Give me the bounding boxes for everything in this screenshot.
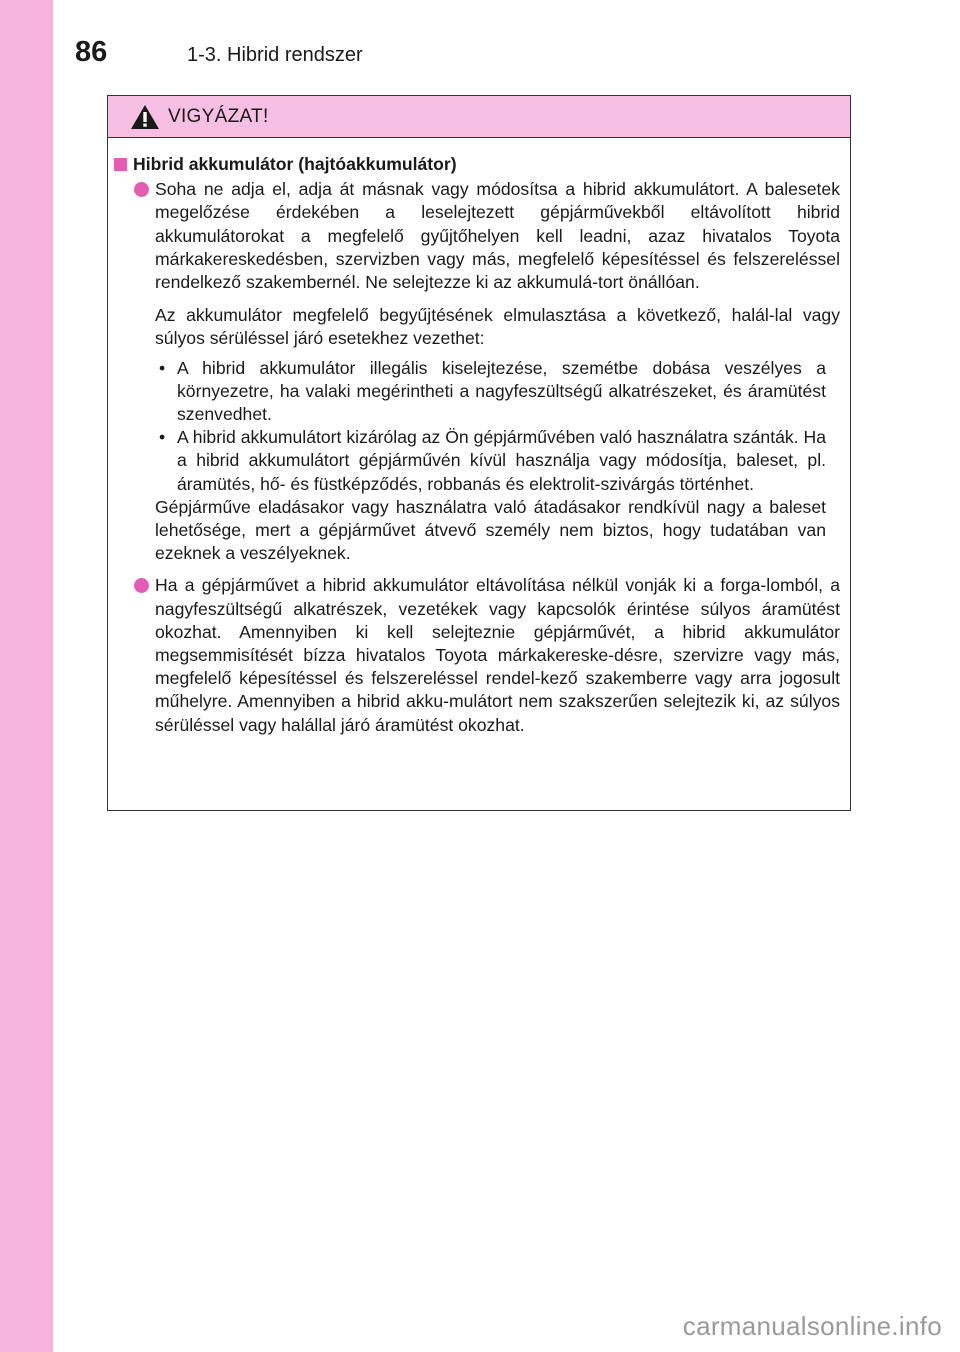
warning-triangle-icon <box>130 104 160 130</box>
dot-marker: • <box>159 357 166 378</box>
bullet-text-1: Soha ne adja el, adja át másnak vagy módosítsa a hibrid akkumulátort. A balesetek megelőzése érdekében a leselejtezett gépjárművekből eltávolított hibrid akkumulátorokat a megfelelő gyűjtőhelyen kell leadni, azaz hivatalos Toyota márkakereskedésben, szervizben vagy más, megfelelő képesítéssel és felszereléssel rendelkező szakembernél. Ne selejtezze ki az akkumulá-tort önállóan. <box>155 179 840 293</box>
bullet-item-1 <box>114 178 840 294</box>
dot-marker: • <box>159 427 166 448</box>
side-color-strip <box>0 0 53 1352</box>
bullet-text-2: Ha a gépjárművet a hibrid akkumulátor eltávolítása nélkül vonják ki a forga-lomból, a nagyfeszültségű alkatrészek, vezetékek vagy kapcsolók érintése súlyos áramütést okozhat. Amennyiben ki kell selejteznie gépjárművét, a hibrid akkumulátor megsemmisítését bízza hivatalos Toyota márkakereske-désre, szervizre vagy más, megfelelő képesítéssel és felszereléssel rendel-kező szakemberre vagy arra jogosult műhelyre. Amennyiben a hibrid akku-mulátort nem szakszerűen selejtezik ki, az súlyos sérüléssel vagy halállal járó áramütést okozhat. <box>155 575 840 735</box>
list-item-text: A hibrid akkumulátort kizárólag az Ön gépjárművében való használatra szánták. Ha a hibrid akkumulátort gépjárművén kívül használja vagy módosítja, baleset, pl. áramütés, hő- és füstképződés, robbanás és elektrolit-szivárgás történhet. <box>177 427 826 494</box>
list-item <box>155 426 826 496</box>
consequence-list <box>114 357 840 496</box>
circle-bullet-icon <box>134 182 149 197</box>
list-item <box>155 357 826 427</box>
closing-paragraph: Gépjárműve eladásakor vagy használatra való átadásakor rendkívül nagy a baleset lehetősége, mert a gépjárművet átvevő személy nem biztos, hogy tudatában van ezeknek a veszélyeknek. <box>155 496 826 564</box>
list-item-text: A hibrid akkumulátor illegális kiselejtezése, szemétbe dobása veszélyes a környezetre, ha valaki megérintheti a nagyfeszültségű alkatrészeket, és áramütést szenvedhet. <box>177 357 826 425</box>
section-heading-row <box>114 153 840 176</box>
bullet-item-2 <box>114 574 840 736</box>
page-number: 86 <box>75 36 108 68</box>
watermark: carmanualsonline.info <box>682 1311 942 1341</box>
warning-body <box>108 138 850 737</box>
warning-header <box>108 96 850 138</box>
section-title: 1-3. Hibrid rendszer <box>187 44 363 66</box>
warning-box <box>107 95 851 811</box>
square-bullet-icon <box>114 158 127 171</box>
consequence-intro: Az akkumulátor megfelelő begyűjtésének elmulasztása a következő, halál-lal vagy súlyos sérüléssel járó esetekhez vezethet: <box>155 305 840 349</box>
circle-bullet-icon <box>134 578 149 593</box>
warning-title: VIGYÁZAT! <box>168 105 269 127</box>
section-heading: Hibrid akkumulátor (hajtóakkumulátor) <box>133 154 457 174</box>
